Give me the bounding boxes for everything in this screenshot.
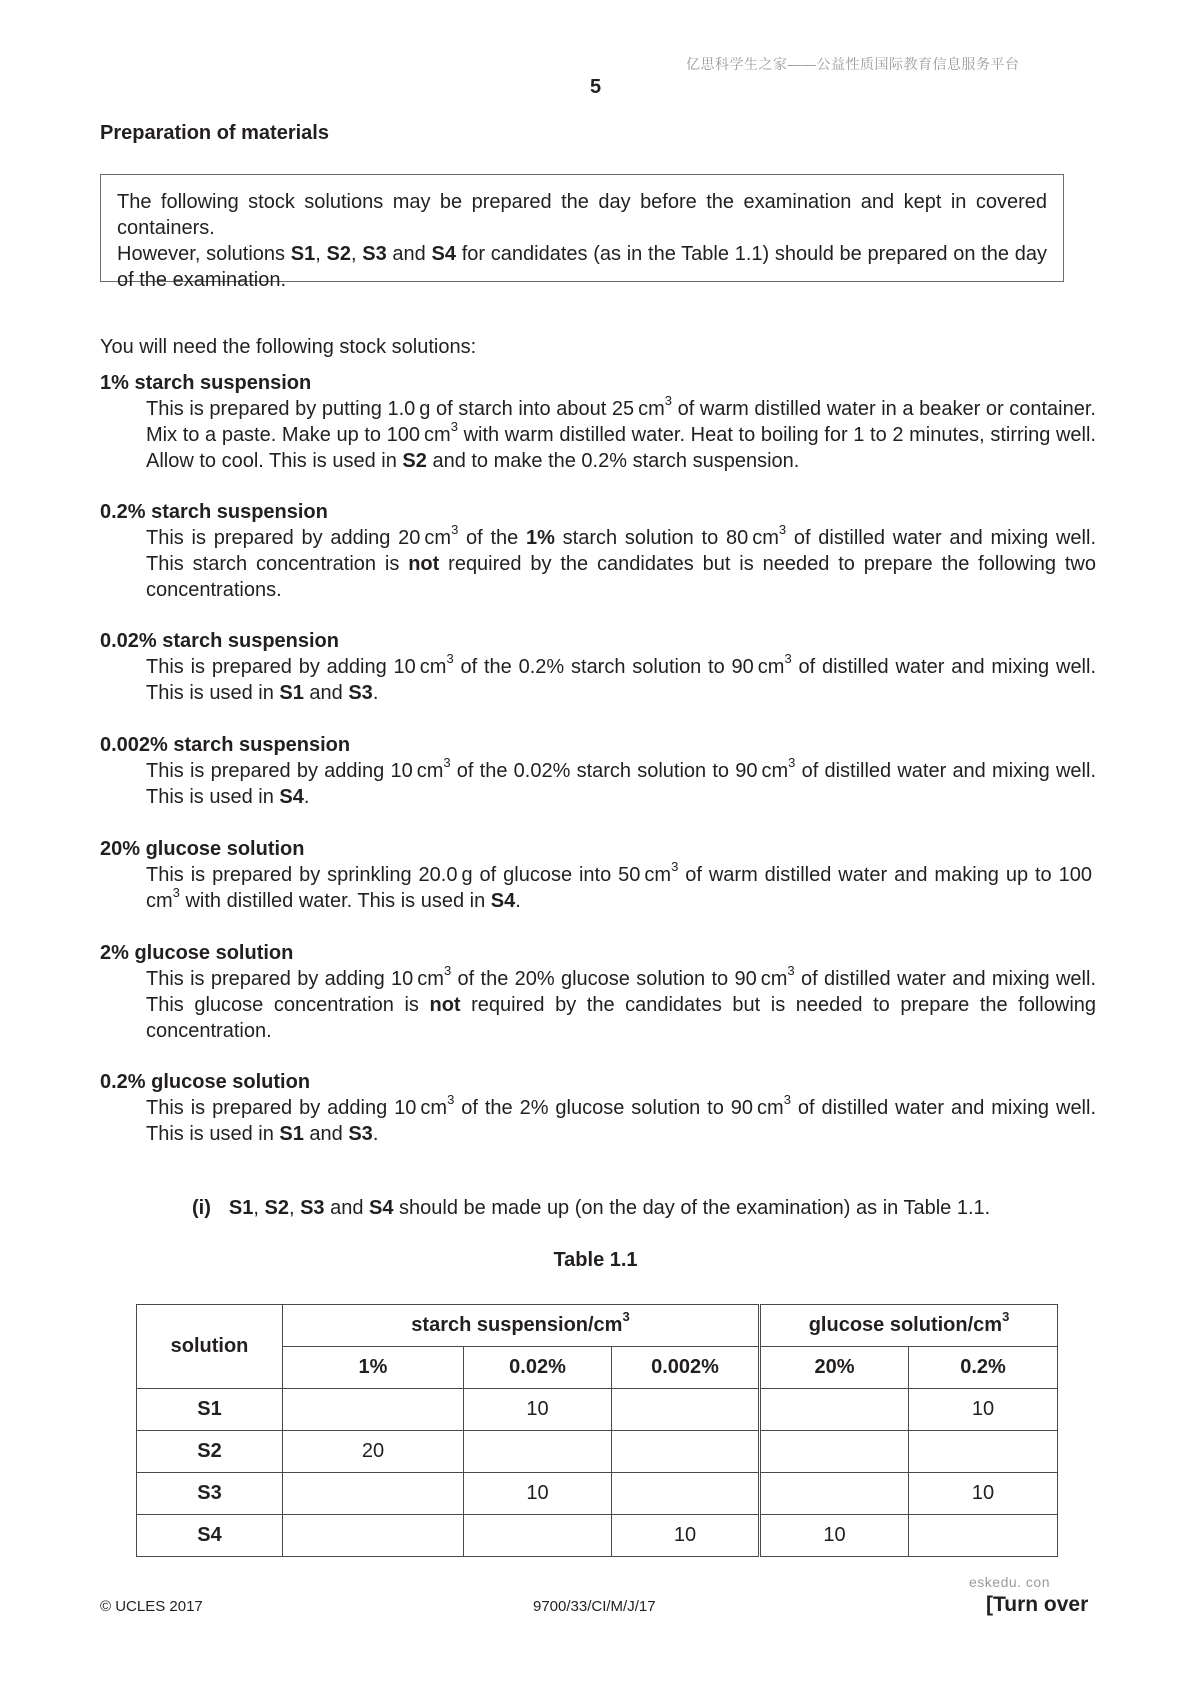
footer-watermark: eskedu. con bbox=[969, 1574, 1050, 1590]
section-body: This is prepared by adding 10 $cm^3$ of the 20% glucose solution to 90 $cm^3$ of distilled water and mixing well. This glucose concentration is not required by the candidates but is needed to prepare the following concentration. bbox=[146, 963, 1097, 1042]
table-cell: 10 bbox=[464, 1473, 612, 1515]
table-row bbox=[137, 1431, 1058, 1473]
section-title: 0.2% starch suspension bbox=[100, 501, 328, 523]
header-solution: solution bbox=[137, 1305, 283, 1389]
footer-copyright: © UCLES 2017 bbox=[100, 1598, 203, 1615]
section-heading: Preparation of materials bbox=[100, 122, 329, 144]
table-row bbox=[137, 1473, 1058, 1515]
subheader-0-2pct: 0.2% bbox=[909, 1347, 1058, 1389]
subheader-1pct: 1% bbox=[283, 1347, 464, 1389]
table-cell bbox=[283, 1473, 464, 1515]
section-title: 0.02% starch suspension bbox=[100, 630, 339, 652]
table-cell: 10 bbox=[464, 1389, 612, 1431]
row-label: S1 bbox=[137, 1389, 283, 1431]
table-cell bbox=[612, 1431, 760, 1473]
section-body: This is prepared by sprinkling 20.0 g of glucose into 50 $cm^3$ of warm distilled water and making up to 100 $cm^3$ with distilled water. This is used in S4. bbox=[146, 859, 1096, 912]
item-marker: (i) bbox=[192, 1197, 211, 1219]
notice-line-2: However, solutions S1, S2, S3 and S4 for candidates (as in the Table 1.1) should be prepared on the day of the examination. bbox=[117, 243, 1048, 291]
section-body: This is prepared by adding 10 $cm^3$ of the 0.2% starch solution to 90 $cm^3$ of distilled water and mixing well. This is used in S1 and S3. bbox=[146, 651, 1097, 704]
section-title: 2% glucose solution bbox=[100, 942, 294, 964]
notice-line-1: The following stock solutions may be prepared the day before the examination and kept in covered containers. bbox=[117, 191, 1047, 239]
intro-text: You will need the following stock solutions: bbox=[100, 336, 477, 358]
section-20pct-glucose bbox=[100, 836, 1096, 914]
section-body: This is prepared by adding 10 $cm^3$ of the 2% glucose solution to 90 $cm^3$ of distilled water and mixing well. This is used in S1 and S3. bbox=[146, 1092, 1097, 1145]
header-starch-group: starch suspension/$cm^3$ bbox=[283, 1305, 760, 1347]
table-cell bbox=[464, 1515, 612, 1557]
section-body: This is prepared by adding 10 $cm^3$ of the 0.02% starch solution to 90 $cm^3$ of distilled water and mixing well. This is used in S4. bbox=[146, 755, 1097, 808]
section-body: This is prepared by adding 20 $cm^3$ of the 1% starch solution to 80 $cm^3$ of distilled water and mixing well. This starch concentration is not required by the candidates but is needed to prepare the following two concentrations. bbox=[146, 522, 1097, 601]
instruction-item-i bbox=[192, 1197, 990, 1220]
table-cell bbox=[464, 1431, 612, 1473]
table-cell: 10 bbox=[909, 1473, 1058, 1515]
table-cell bbox=[612, 1389, 760, 1431]
table-cell bbox=[760, 1389, 909, 1431]
section-0-2pct-starch bbox=[100, 499, 1096, 603]
header-watermark: 亿思科学生之家——公益性质国际教育信息服务平台 bbox=[686, 56, 1020, 72]
page-number: 5 bbox=[589, 76, 602, 98]
footer-paper-code: 9700/33/CI/M/J/17 bbox=[533, 1598, 656, 1615]
item-text: S1, S2, S3 and S4 should be made up (on the day of the examination) as in Table 1.1. bbox=[228, 1197, 991, 1219]
table-cell: 10 bbox=[760, 1515, 909, 1557]
subheader-20pct: 20% bbox=[760, 1347, 909, 1389]
solutions-table bbox=[136, 1304, 1058, 1557]
notice-box bbox=[100, 174, 1064, 291]
table-cell bbox=[760, 1473, 909, 1515]
table-cell bbox=[760, 1431, 909, 1473]
subheader-0-02pct: 0.02% bbox=[464, 1347, 612, 1389]
section-1pct-starch bbox=[100, 370, 1096, 474]
section-0-002pct-starch bbox=[100, 732, 1096, 810]
table-cell bbox=[909, 1515, 1058, 1557]
section-title: 0.2% glucose solution bbox=[100, 1071, 311, 1093]
table-row bbox=[137, 1389, 1058, 1431]
row-label: S3 bbox=[137, 1473, 283, 1515]
section-title: 20% glucose solution bbox=[100, 838, 305, 860]
section-title: 1% starch suspension bbox=[100, 372, 312, 394]
row-label: S2 bbox=[137, 1431, 283, 1473]
table-cell: 10 bbox=[909, 1389, 1058, 1431]
section-body: This is prepared by putting 1.0 g of starch into about 25 $cm^3$ of warm distilled water in a beaker or container. Mix to a paste. Make up to 100 $cm^3$ with warm distilled water. Heat to boiling for 1 to 2 minutes, stirring well. Allow to cool. This is used in S2 and to make the 0.2% starch suspension. bbox=[146, 393, 1096, 472]
section-title: 0.002% starch suspension bbox=[100, 734, 351, 756]
table-cell: 10 bbox=[612, 1515, 760, 1557]
table-cell bbox=[283, 1515, 464, 1557]
table-cell bbox=[283, 1389, 464, 1431]
section-0-02pct-starch bbox=[100, 628, 1096, 706]
table-title: Table 1.1 bbox=[553, 1249, 638, 1271]
section-0-2pct-glucose bbox=[100, 1069, 1096, 1147]
subheader-0-002pct: 0.002% bbox=[612, 1347, 760, 1389]
header-glucose-group: glucose solution/$cm^3$ bbox=[760, 1305, 1058, 1347]
section-2pct-glucose bbox=[100, 940, 1096, 1044]
table-cell bbox=[909, 1431, 1058, 1473]
table-cell: 20 bbox=[283, 1431, 464, 1473]
turn-over-label: [Turn over bbox=[986, 1593, 1089, 1616]
table-row bbox=[137, 1515, 1058, 1557]
row-label: S4 bbox=[137, 1515, 283, 1557]
table-cell bbox=[612, 1473, 760, 1515]
